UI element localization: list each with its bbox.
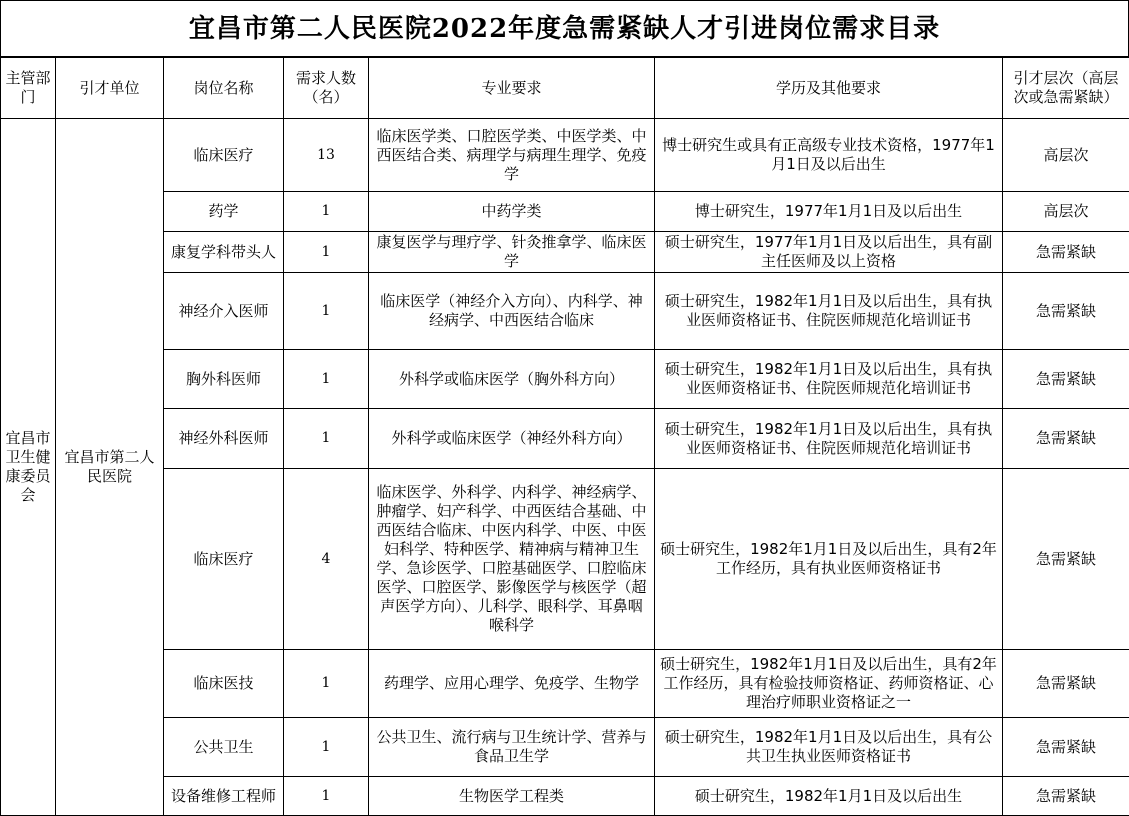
- position-cell: 设备维修工程师: [164, 777, 284, 816]
- header-unit: 引才单位: [56, 58, 164, 119]
- table-row: [1, 232, 1129, 273]
- level-cell: 急需紧缺: [1003, 650, 1129, 718]
- header-requirements: 学历及其他要求: [655, 58, 1003, 119]
- count-cell: 1: [284, 350, 369, 409]
- table-row: [1, 650, 1129, 718]
- count-cell: 1: [284, 232, 369, 273]
- requirements-cell: 博士研究生，1977年1月1日及以后出生: [655, 192, 1003, 232]
- level-cell: 高层次: [1003, 119, 1129, 192]
- requirements-cell: 硕士研究生，1982年1月1日及以后出生，具有执业医师资格证书、住院医师规范化培训证书: [655, 273, 1003, 350]
- department-cell: 宜昌市卫生健康委员会: [1, 119, 56, 816]
- level-cell: 急需紧缺: [1003, 777, 1129, 816]
- major-cell: 康复医学与理疗学、针灸推拿学、临床医学: [369, 232, 655, 273]
- requirements-cell: 博士研究生或具有正高级专业技术资格，1977年1月1日及以后出生: [655, 119, 1003, 192]
- table-row: [1, 192, 1129, 232]
- major-cell: 公共卫生、流行病与卫生统计学、营养与食品卫生学: [369, 718, 655, 777]
- position-cell: 胸外科医师: [164, 350, 284, 409]
- level-cell: 急需紧缺: [1003, 718, 1129, 777]
- table-row: [1, 119, 1129, 192]
- level-cell: 急需紧缺: [1003, 409, 1129, 469]
- count-cell: 1: [284, 718, 369, 777]
- major-cell: 临床医学、外科学、内科学、神经病学、肿瘤学、妇产科学、中西医结合基础、中西医结合临床、中医内科学、中医、中医妇科学、特种医学、精神病与精神卫生学、急诊医学、口腔基础医学、口腔临床医学、口腔医学、影像医学与核医学（超声医学方向）、儿科学、眼科学、耳鼻咽喉科学: [369, 469, 655, 650]
- count-cell: 1: [284, 273, 369, 350]
- header-count: 需求人数（名）: [284, 58, 369, 119]
- header-position: 岗位名称: [164, 58, 284, 119]
- level-cell: 高层次: [1003, 192, 1129, 232]
- position-cell: 公共卫生: [164, 718, 284, 777]
- unit-cell: 宜昌市第二人民医院: [56, 119, 164, 816]
- major-cell: 临床医学（神经介入方向）、内科学、神经病学、中西医结合临床: [369, 273, 655, 350]
- count-cell: 1: [284, 192, 369, 232]
- level-cell: 急需紧缺: [1003, 469, 1129, 650]
- count-cell: 13: [284, 119, 369, 192]
- requirements-cell: 硕士研究生，1982年1月1日及以后出生，具有2年工作经历，具有检验技师资格证、药师资格证、心理治疗师职业资格证之一: [655, 650, 1003, 718]
- table-row: [1, 777, 1129, 816]
- count-cell: 1: [284, 650, 369, 718]
- table-row: [1, 718, 1129, 777]
- level-cell: 急需紧缺: [1003, 350, 1129, 409]
- requirements-cell: 硕士研究生，1982年1月1日及以后出生，具有公共卫生执业医师资格证书: [655, 718, 1003, 777]
- major-cell: 外科学或临床医学（胸外科方向）: [369, 350, 655, 409]
- requirements-cell: 硕士研究生，1977年1月1日及以后出生，具有副主任医师及以上资格: [655, 232, 1003, 273]
- position-cell: 神经介入医师: [164, 273, 284, 350]
- position-cell: 药学: [164, 192, 284, 232]
- major-cell: 中药学类: [369, 192, 655, 232]
- major-cell: 生物医学工程类: [369, 777, 655, 816]
- header-level: 引才层次（高层次或急需紧缺）: [1003, 58, 1129, 119]
- position-cell: 康复学科带头人: [164, 232, 284, 273]
- requirements-cell: 硕士研究生，1982年1月1日及以后出生，具有执业医师资格证书、住院医师规范化培训证书: [655, 409, 1003, 469]
- count-cell: 1: [284, 777, 369, 816]
- major-cell: 外科学或临床医学（神经外科方向）: [369, 409, 655, 469]
- position-cell: 临床医疗: [164, 469, 284, 650]
- requirements-cell: 硕士研究生，1982年1月1日及以后出生，具有执业医师资格证书、住院医师规范化培训证书: [655, 350, 1003, 409]
- header-major: 专业要求: [369, 58, 655, 119]
- count-cell: 1: [284, 409, 369, 469]
- major-cell: 药理学、应用心理学、免疫学、生物学: [369, 650, 655, 718]
- positions-table: [0, 57, 1129, 816]
- level-cell: 急需紧缺: [1003, 273, 1129, 350]
- requirements-cell: 硕士研究生，1982年1月1日及以后出生: [655, 777, 1003, 816]
- level-cell: 急需紧缺: [1003, 232, 1129, 273]
- table-row: [1, 273, 1129, 350]
- header-row: [1, 58, 1129, 119]
- table-row: [1, 409, 1129, 469]
- table-row: [1, 469, 1129, 650]
- table-row: [1, 350, 1129, 409]
- position-cell: 临床医技: [164, 650, 284, 718]
- major-cell: 临床医学类、口腔医学类、中医学类、中西医结合类、病理学与病理生理学、免疫学: [369, 119, 655, 192]
- page-title: 宜昌市第二人民医院2022年度急需紧缺人才引进岗位需求目录: [0, 0, 1129, 57]
- header-department: 主管部门: [1, 58, 56, 119]
- count-cell: 4: [284, 469, 369, 650]
- position-cell: 神经外科医师: [164, 409, 284, 469]
- requirements-cell: 硕士研究生，1982年1月1日及以后出生，具有2年工作经历，具有执业医师资格证书: [655, 469, 1003, 650]
- position-cell: 临床医疗: [164, 119, 284, 192]
